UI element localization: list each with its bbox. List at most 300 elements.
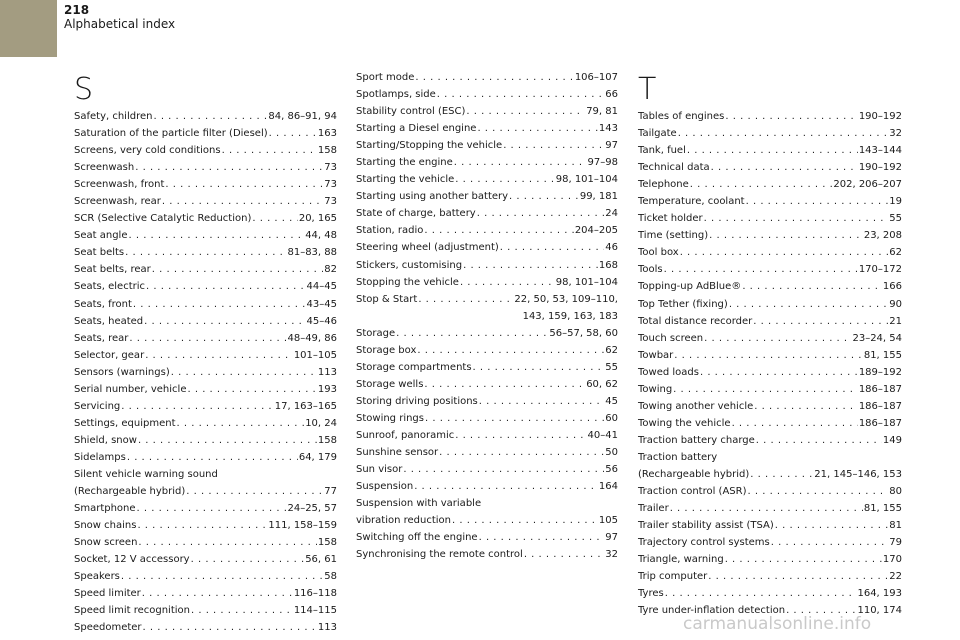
entry-term: Seats, electric bbox=[74, 281, 146, 293]
entry-term: Seat belts bbox=[74, 247, 125, 259]
dot-leader bbox=[771, 534, 889, 551]
entry-term: Tyres bbox=[638, 588, 664, 600]
index-entry bbox=[356, 103, 618, 120]
entry-term: Shield, snow bbox=[74, 434, 137, 446]
entry-pages: 77 bbox=[324, 486, 337, 498]
index-entry bbox=[74, 432, 337, 449]
index-column-2 bbox=[356, 69, 618, 563]
index-column-3 bbox=[638, 74, 902, 619]
index-entry bbox=[638, 517, 902, 534]
entry-term: Traction battery bbox=[638, 451, 718, 463]
dot-leader bbox=[455, 427, 586, 444]
entry-pages: 113 bbox=[317, 622, 337, 634]
index-entry bbox=[356, 274, 618, 291]
index-entry bbox=[638, 534, 902, 551]
index-entry bbox=[638, 313, 902, 330]
entry-pages: 82 bbox=[324, 264, 337, 276]
entry-pages: 84, 86–91, 94 bbox=[268, 111, 337, 122]
entry-pages: 43–45 bbox=[306, 298, 337, 310]
entry-term: Stop & Start bbox=[356, 293, 418, 305]
index-entry bbox=[74, 483, 337, 500]
dot-leader bbox=[191, 551, 305, 568]
index-entry bbox=[638, 330, 902, 347]
index-entry bbox=[356, 308, 618, 325]
entry-pages: 48–49, 86 bbox=[287, 332, 337, 344]
page-title: Alphabetical index bbox=[64, 17, 176, 31]
index-entry bbox=[356, 137, 618, 154]
entry-term: Suspension with variable bbox=[356, 498, 482, 510]
entry-term: Storage compartments bbox=[356, 361, 472, 373]
dot-leader bbox=[725, 108, 857, 125]
entry-term: Snow chains bbox=[74, 520, 137, 532]
entry-term: Suspension bbox=[356, 481, 414, 493]
dot-leader bbox=[222, 142, 317, 159]
entry-pages: 98, 101–104 bbox=[555, 174, 618, 186]
index-entry bbox=[356, 427, 618, 444]
index-entry bbox=[74, 534, 337, 551]
dot-leader bbox=[424, 222, 573, 239]
dot-leader bbox=[746, 193, 889, 210]
dot-leader bbox=[396, 325, 548, 342]
dot-leader bbox=[704, 210, 889, 227]
index-entry bbox=[74, 296, 337, 313]
dot-leader bbox=[135, 159, 323, 176]
entry-term: (Rechargeable hybrid) bbox=[638, 468, 750, 480]
entry-term: Synchronising the remote control bbox=[356, 549, 523, 561]
dot-leader bbox=[144, 313, 305, 330]
index-entry bbox=[74, 364, 337, 381]
dot-leader bbox=[466, 103, 585, 120]
entry-term: Trailer stability assist (TSA) bbox=[638, 520, 774, 532]
index-entry bbox=[74, 347, 337, 364]
entry-pages: 22, 50, 53, 109–110, bbox=[514, 293, 618, 305]
entry-term: Tool box bbox=[638, 247, 679, 259]
index-entry bbox=[356, 325, 618, 342]
dot-leader bbox=[680, 244, 889, 261]
dot-leader bbox=[165, 176, 323, 193]
dot-leader bbox=[171, 364, 317, 381]
entry-term: Storing driving positions bbox=[356, 395, 478, 407]
entry-pages: 56–57, 58, 60 bbox=[549, 327, 618, 339]
entry-term: Screens, very cold conditions bbox=[74, 145, 221, 157]
dot-leader bbox=[137, 517, 267, 534]
entry-term: Speed limiter bbox=[74, 588, 141, 600]
index-entry bbox=[638, 585, 902, 602]
entry-pages: 17, 163–165 bbox=[274, 400, 337, 412]
dot-leader bbox=[678, 125, 889, 142]
entry-term: Speedometer bbox=[74, 622, 142, 634]
entry-term: Starting/Stopping the vehicle bbox=[356, 140, 503, 152]
entry-term: Top Tether (fixing) bbox=[638, 298, 728, 310]
entry-pages: 40–41 bbox=[587, 429, 618, 441]
entry-term: Towing bbox=[638, 383, 673, 395]
dot-leader bbox=[460, 274, 555, 291]
index-entry bbox=[74, 602, 337, 619]
entry-term: Topping-up AdBlue® bbox=[638, 281, 742, 293]
entry-term: Screenwash, rear bbox=[74, 196, 161, 208]
index-entry bbox=[638, 244, 902, 261]
dot-leader bbox=[133, 296, 306, 313]
entry-term: Spotlamps, side bbox=[356, 89, 436, 101]
entry-pages: 116–118 bbox=[293, 588, 337, 600]
dot-leader bbox=[673, 381, 858, 398]
dot-leader bbox=[153, 108, 267, 125]
entry-term: Time (setting) bbox=[638, 230, 709, 242]
entry-pages: 101–105 bbox=[293, 349, 337, 361]
dot-leader bbox=[711, 159, 858, 176]
entry-pages: 80 bbox=[889, 486, 902, 498]
dot-leader bbox=[700, 364, 858, 381]
index-entry bbox=[356, 376, 618, 393]
index-entry bbox=[638, 568, 902, 585]
index-entry bbox=[638, 296, 902, 313]
dot-leader bbox=[756, 432, 882, 449]
entry-term: Starting the engine bbox=[356, 157, 453, 169]
entry-pages: 170–172 bbox=[858, 264, 902, 276]
entry-term: Towing the vehicle bbox=[638, 417, 731, 429]
dot-leader bbox=[125, 244, 286, 261]
dot-leader bbox=[454, 154, 587, 171]
entry-pages: 170 bbox=[882, 554, 902, 566]
dot-leader bbox=[424, 376, 585, 393]
index-entry bbox=[356, 171, 618, 188]
entry-pages: 21 bbox=[889, 315, 902, 327]
entry-term: Selector, gear bbox=[74, 349, 145, 361]
entry-pages: 79 bbox=[889, 537, 902, 549]
entry-pages: 10, 24 bbox=[305, 417, 337, 429]
dot-leader bbox=[753, 313, 888, 330]
entry-term: Screenwash bbox=[74, 162, 135, 174]
dot-leader bbox=[418, 291, 513, 308]
index-entry bbox=[356, 529, 618, 546]
entry-pages: 79, 81 bbox=[586, 106, 618, 118]
index-entry bbox=[74, 330, 337, 347]
index-entry bbox=[638, 125, 902, 142]
index-entry bbox=[638, 415, 902, 432]
entry-pages: 60, 62 bbox=[586, 378, 618, 390]
entry-term: Sensors (warnings) bbox=[74, 366, 170, 378]
entry-pages: 73 bbox=[324, 196, 337, 208]
index-entry bbox=[638, 210, 902, 227]
entry-pages: 97–98 bbox=[587, 157, 618, 169]
dot-leader bbox=[186, 483, 323, 500]
entry-term: Tailgate bbox=[638, 128, 677, 140]
dot-leader bbox=[479, 529, 605, 546]
dot-leader bbox=[269, 125, 317, 142]
entry-pages: 105 bbox=[598, 515, 618, 527]
dot-leader bbox=[142, 585, 293, 602]
dot-leader bbox=[473, 359, 605, 376]
entry-term: Sidelamps bbox=[74, 451, 126, 463]
dot-leader bbox=[138, 432, 317, 449]
dot-leader bbox=[452, 512, 598, 529]
entry-term: Snow screen bbox=[74, 537, 138, 549]
entry-term: Stopping the vehicle bbox=[356, 276, 459, 288]
index-entry bbox=[356, 342, 618, 359]
entry-pages: 111, 158–159 bbox=[268, 520, 337, 532]
dot-leader bbox=[152, 261, 323, 278]
index-entry bbox=[74, 261, 337, 278]
index-entry bbox=[356, 69, 618, 86]
entry-term: Seats, rear bbox=[74, 332, 129, 344]
section-letter-s: S bbox=[74, 72, 94, 107]
entry-pages: 62 bbox=[889, 247, 902, 259]
index-entry bbox=[356, 205, 618, 222]
index-entry bbox=[356, 257, 618, 274]
entry-pages: 190–192 bbox=[858, 162, 902, 174]
index-entry bbox=[356, 495, 618, 512]
index-entry bbox=[356, 546, 618, 563]
dot-leader bbox=[748, 483, 889, 500]
entry-pages: 44–45 bbox=[306, 281, 337, 293]
index-entry bbox=[74, 159, 337, 176]
entry-pages: 143–144 bbox=[858, 145, 902, 157]
entry-pages: 73 bbox=[324, 162, 337, 174]
dot-leader bbox=[665, 585, 857, 602]
dot-leader bbox=[477, 205, 605, 222]
entry-term: Telephone bbox=[638, 179, 689, 191]
entry-pages: 106–107 bbox=[574, 72, 618, 83]
dot-leader bbox=[417, 342, 604, 359]
dot-leader bbox=[403, 461, 604, 478]
dot-leader bbox=[704, 330, 851, 347]
entry-term: Stowing rings bbox=[356, 412, 424, 424]
entry-term: Station, radio bbox=[356, 225, 424, 237]
dot-leader bbox=[524, 546, 604, 563]
entry-pages: 81 bbox=[889, 520, 902, 532]
entry-term: Sun visor bbox=[356, 464, 403, 476]
index-entry bbox=[356, 154, 618, 171]
dot-leader bbox=[670, 500, 863, 517]
entry-pages: 81, 155 bbox=[863, 503, 902, 515]
entry-term: Tyre under-inflation detection bbox=[638, 605, 786, 617]
entry-pages: 60 bbox=[605, 412, 618, 424]
entry-pages: 204–205 bbox=[574, 225, 618, 237]
index-entry bbox=[356, 239, 618, 256]
dot-leader bbox=[750, 466, 813, 483]
index-entry bbox=[74, 142, 337, 159]
entry-term: Safety, children bbox=[74, 111, 153, 122]
entry-pages: 190–192 bbox=[858, 111, 902, 122]
index-entry bbox=[74, 398, 337, 415]
entry-pages: 55 bbox=[889, 213, 902, 225]
entry-term: Seats, heated bbox=[74, 315, 144, 327]
entry-term: Servicing bbox=[74, 400, 121, 412]
entry-pages: 202, 206–207 bbox=[833, 179, 902, 191]
entry-pages: 58 bbox=[324, 571, 337, 583]
index-entry bbox=[356, 222, 618, 239]
entry-pages: 186–187 bbox=[858, 400, 902, 412]
entry-pages: 45 bbox=[605, 395, 618, 407]
dot-leader bbox=[414, 478, 598, 495]
entry-term: Storage bbox=[356, 327, 396, 339]
entry-term: Smartphone bbox=[74, 503, 136, 515]
entry-pages: 164 bbox=[598, 481, 618, 493]
dot-leader bbox=[162, 193, 323, 210]
entry-term: Temperature, coolant bbox=[638, 196, 745, 208]
dot-leader bbox=[177, 415, 305, 432]
entry-term: Starting the vehicle bbox=[356, 174, 455, 186]
index-entry bbox=[638, 449, 902, 466]
entry-term: Traction battery charge bbox=[638, 434, 755, 446]
entry-pages: 44, 48 bbox=[305, 230, 337, 242]
index-entry bbox=[356, 120, 618, 137]
entry-pages: 32 bbox=[605, 549, 618, 561]
dot-leader bbox=[121, 398, 273, 415]
entry-pages: 143, 159, 163, 183 bbox=[522, 310, 618, 322]
entry-pages: 50 bbox=[605, 447, 618, 459]
dot-leader bbox=[191, 602, 293, 619]
entry-term: Towing another vehicle bbox=[638, 400, 754, 412]
entry-term: Triangle, warning bbox=[638, 554, 724, 566]
index-entry bbox=[74, 210, 337, 227]
index-entry bbox=[356, 393, 618, 410]
entry-pages: 186–187 bbox=[858, 383, 902, 395]
dot-leader bbox=[742, 278, 882, 295]
entry-term: Seat angle bbox=[74, 230, 128, 242]
index-entry bbox=[638, 142, 902, 159]
entry-pages: 23, 208 bbox=[863, 230, 902, 242]
entry-pages: 158 bbox=[317, 537, 337, 549]
entry-term: Speakers bbox=[74, 571, 120, 583]
entry-pages: 81, 155 bbox=[863, 349, 902, 361]
dot-leader bbox=[252, 210, 297, 227]
dot-leader bbox=[709, 227, 863, 244]
entry-pages: 21, 145–146, 153 bbox=[814, 468, 902, 480]
entry-pages: 113 bbox=[317, 366, 337, 378]
watermark: carmanualsonline.info bbox=[683, 614, 872, 634]
entry-term: State of charge, battery bbox=[356, 208, 476, 220]
entry-term: Tank, fuel bbox=[638, 145, 686, 157]
entry-term: Stability control (ESC) bbox=[356, 106, 466, 118]
dot-leader bbox=[128, 227, 304, 244]
index-entry bbox=[638, 432, 902, 449]
entry-pages: 97 bbox=[605, 532, 618, 544]
entry-term: Switching off the engine bbox=[356, 532, 478, 544]
entry-term: Sport mode bbox=[356, 72, 415, 83]
dot-leader bbox=[687, 142, 858, 159]
index-entry bbox=[74, 125, 337, 142]
entry-term: (Rechargeable hybrid) bbox=[74, 486, 186, 498]
entry-term: Steering wheel (adjustment) bbox=[356, 242, 499, 254]
index-entry bbox=[356, 512, 618, 529]
entry-pages: 62 bbox=[605, 344, 618, 356]
index-entry bbox=[74, 227, 337, 244]
dot-leader bbox=[146, 278, 306, 295]
index-entry bbox=[74, 551, 337, 568]
dot-leader bbox=[509, 188, 579, 205]
index-entry bbox=[74, 585, 337, 602]
index-entry bbox=[74, 415, 337, 432]
entry-term: Traction control (ASR) bbox=[638, 486, 747, 498]
index-entry bbox=[638, 466, 902, 483]
index-entry bbox=[74, 381, 337, 398]
entry-pages: 158 bbox=[317, 434, 337, 446]
entry-term: Socket, 12 V accessory bbox=[74, 554, 190, 566]
entry-pages: 46 bbox=[605, 242, 618, 254]
entry-pages: 143 bbox=[598, 123, 618, 135]
entry-pages: 166 bbox=[882, 281, 902, 293]
page-number: 218 bbox=[64, 3, 90, 17]
entry-pages: 55 bbox=[605, 361, 618, 373]
index-column-1 bbox=[74, 74, 337, 636]
entry-pages: 186–187 bbox=[858, 417, 902, 429]
entry-pages: 110, 174 bbox=[857, 605, 902, 617]
dot-leader bbox=[503, 137, 604, 154]
index-entry bbox=[638, 176, 902, 193]
entry-pages: 19 bbox=[889, 196, 902, 208]
entry-term: Starting a Diesel engine bbox=[356, 123, 477, 135]
dot-leader bbox=[137, 500, 287, 517]
entry-term: Sunroof, panoramic bbox=[356, 429, 455, 441]
index-entry bbox=[74, 108, 337, 125]
index-entry bbox=[74, 193, 337, 210]
dot-leader bbox=[138, 534, 317, 551]
index-entry bbox=[74, 517, 337, 534]
entry-pages: 114–115 bbox=[293, 605, 337, 617]
entry-pages: 20, 165 bbox=[298, 213, 337, 225]
index-entry bbox=[356, 461, 618, 478]
entry-term: Ticket holder bbox=[638, 213, 703, 225]
index-entry bbox=[74, 500, 337, 517]
dot-leader bbox=[708, 568, 888, 585]
entry-pages: 32 bbox=[889, 128, 902, 140]
index-entry bbox=[638, 500, 902, 517]
entry-term: Tables of engines bbox=[638, 111, 725, 122]
dot-leader bbox=[729, 296, 888, 313]
entry-term: Seats, front bbox=[74, 298, 132, 310]
entry-term: Stickers, customising bbox=[356, 259, 463, 271]
index-entry bbox=[638, 227, 902, 244]
index-entry bbox=[638, 381, 902, 398]
entry-term: Speed limit recognition bbox=[74, 605, 190, 617]
dot-leader bbox=[145, 347, 293, 364]
index-entry bbox=[74, 619, 337, 636]
index-entry bbox=[356, 478, 618, 495]
index-entry bbox=[74, 278, 337, 295]
dot-leader bbox=[437, 86, 604, 103]
index-entry bbox=[356, 188, 618, 205]
entry-pages: 163 bbox=[317, 128, 337, 140]
dot-leader bbox=[455, 171, 554, 188]
entry-term: Sunshine sensor bbox=[356, 447, 439, 459]
index-entry bbox=[356, 359, 618, 376]
dot-leader bbox=[775, 517, 889, 534]
entry-term: Saturation of the particle filter (Diesel) bbox=[74, 128, 268, 140]
entry-pages: 90 bbox=[889, 298, 902, 310]
entry-pages: 45–46 bbox=[306, 315, 337, 327]
index-entry bbox=[74, 449, 337, 466]
entry-pages: 24 bbox=[605, 208, 618, 220]
dot-leader bbox=[479, 393, 605, 410]
entry-pages: 149 bbox=[882, 434, 902, 446]
entry-pages: 97 bbox=[605, 140, 618, 152]
index-entry bbox=[638, 108, 902, 125]
dot-leader bbox=[425, 410, 604, 427]
entry-pages: 158 bbox=[317, 145, 337, 157]
dot-leader bbox=[463, 257, 598, 274]
dot-leader bbox=[415, 69, 573, 86]
entry-term: SCR (Selective Catalytic Reduction) bbox=[74, 213, 252, 225]
index-entry bbox=[356, 444, 618, 461]
entry-term: Seat belts, rear bbox=[74, 264, 151, 276]
dot-leader bbox=[690, 176, 833, 193]
entry-pages: 193 bbox=[317, 383, 337, 395]
entry-term: Silent vehicle warning sound bbox=[74, 468, 218, 480]
index-entry bbox=[638, 278, 902, 295]
index-entry bbox=[74, 466, 337, 483]
index-entry bbox=[74, 176, 337, 193]
